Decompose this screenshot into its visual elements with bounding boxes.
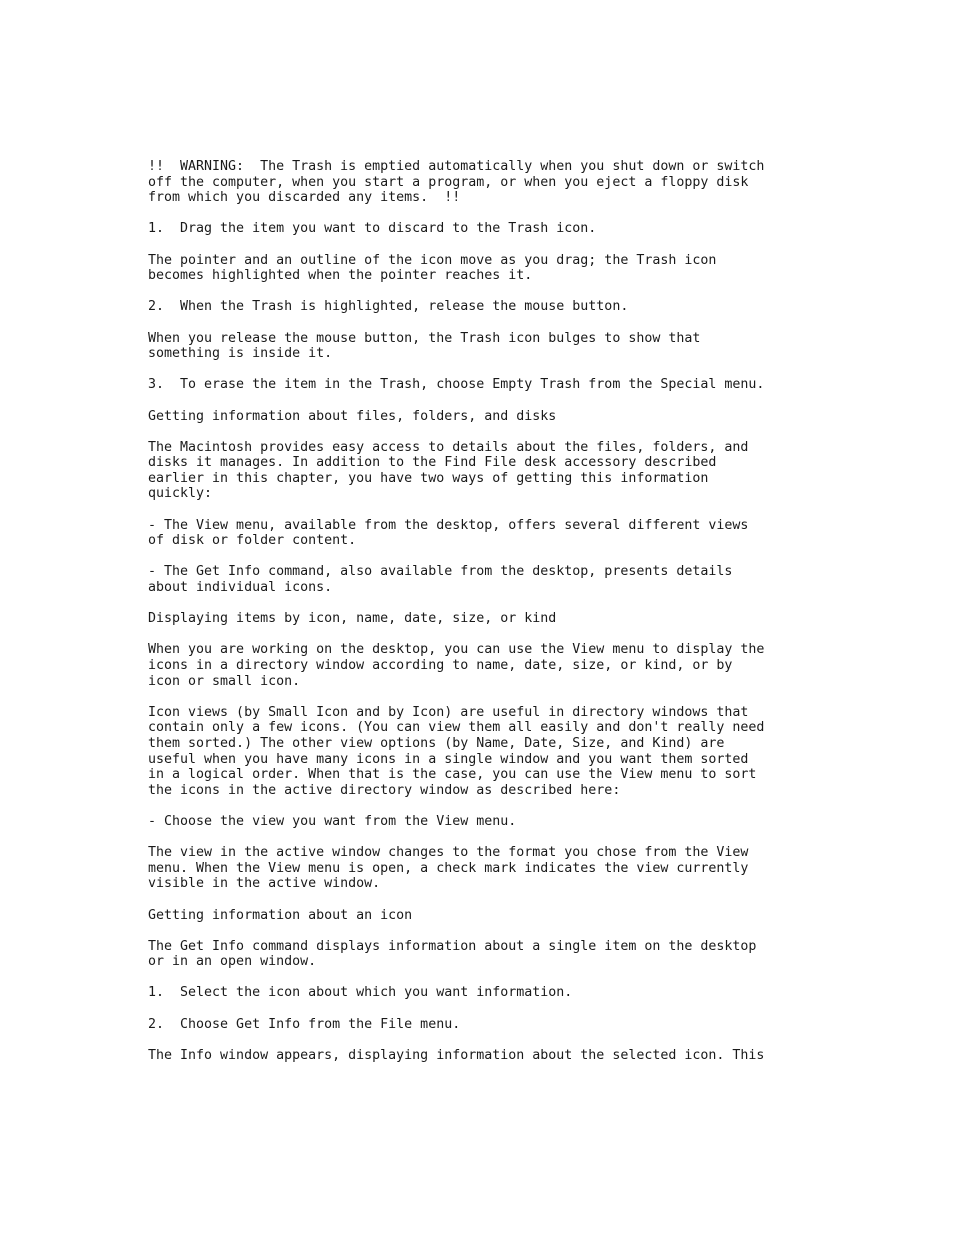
warning-paragraph: !! WARNING: The Trash is emptied automatically when you shut down or switch off the computer, when you start a program, or when you eject a floppy disk from which you discarded any items. !! [148, 159, 765, 206]
bullet-choose-view: - Choose the view you want from the View menu. [148, 813, 517, 829]
step-empty-trash: 3. To erase the item in the Trash, choose Empty Trash from the Special menu. [148, 377, 765, 393]
paragraph-drag-feedback: The pointer and an outline of the icon move as you drag; the Trash icon becomes highlighted when the pointer reaches it. [148, 252, 717, 284]
section-heading-getting-information: Getting information about files, folders, and disks [148, 408, 557, 424]
document-page [148, 159, 848, 1079]
paragraph-info-window: The Info window appears, displaying information about the selected icon. This [148, 1047, 765, 1063]
paragraph-view-menu-usage: When you are working on the desktop, you can use the View menu to display the icons in a directory window according to name, date, size, or kind, or by icon or small icon. [148, 642, 765, 689]
step-choose-get-info: 2. Choose Get Info from the File menu. [148, 1016, 461, 1032]
bullet-view-menu: - The View menu, available from the desktop, offers several different views of disk or folder content. [148, 517, 749, 549]
step-select-icon: 1. Select the icon about which you want information. [148, 985, 573, 1001]
paragraph-get-info-command: The Get Info command displays information about a single item on the desktop or in an open window. [148, 938, 757, 970]
paragraph-trash-bulges: When you release the mouse button, the Trash icon bulges to show that something is inside it. [148, 330, 701, 362]
paragraph-view-changes: The view in the active window changes to the format you chose from the View menu. When the View menu is open, a check mark indicates the view currently visible in the active window. [148, 845, 749, 892]
paragraph-macintosh-details: The Macintosh provides easy access to details about the files, folders, and disks it manages. In addition to the Find File desk accessory described earlier in this chapter, you have two ways of getting this information quickly: [148, 439, 749, 502]
step-drag-to-trash: 1. Drag the item you want to discard to the Trash icon. [148, 221, 597, 237]
bullet-get-info: - The Get Info command, also available from the desktop, presents details about individual icons. [148, 564, 733, 596]
section-heading-icon-information: Getting information about an icon [148, 907, 413, 923]
section-heading-displaying-items: Displaying items by icon, name, date, size, or kind [148, 611, 557, 627]
step-release-mouse: 2. When the Trash is highlighted, release the mouse button. [148, 299, 629, 315]
paragraph-icon-views: Icon views (by Small Icon and by Icon) are useful in directory windows that contain only a few icons. (You can view them all easily and don't really need them sorted.) The other view options (by Name, Date, Size, and Kind) are useful when you have many icons in a single window and you want them sorted in a logical order. When that is the case, you can use the View menu to sort the icons in the active directory window as described here: [148, 704, 765, 798]
